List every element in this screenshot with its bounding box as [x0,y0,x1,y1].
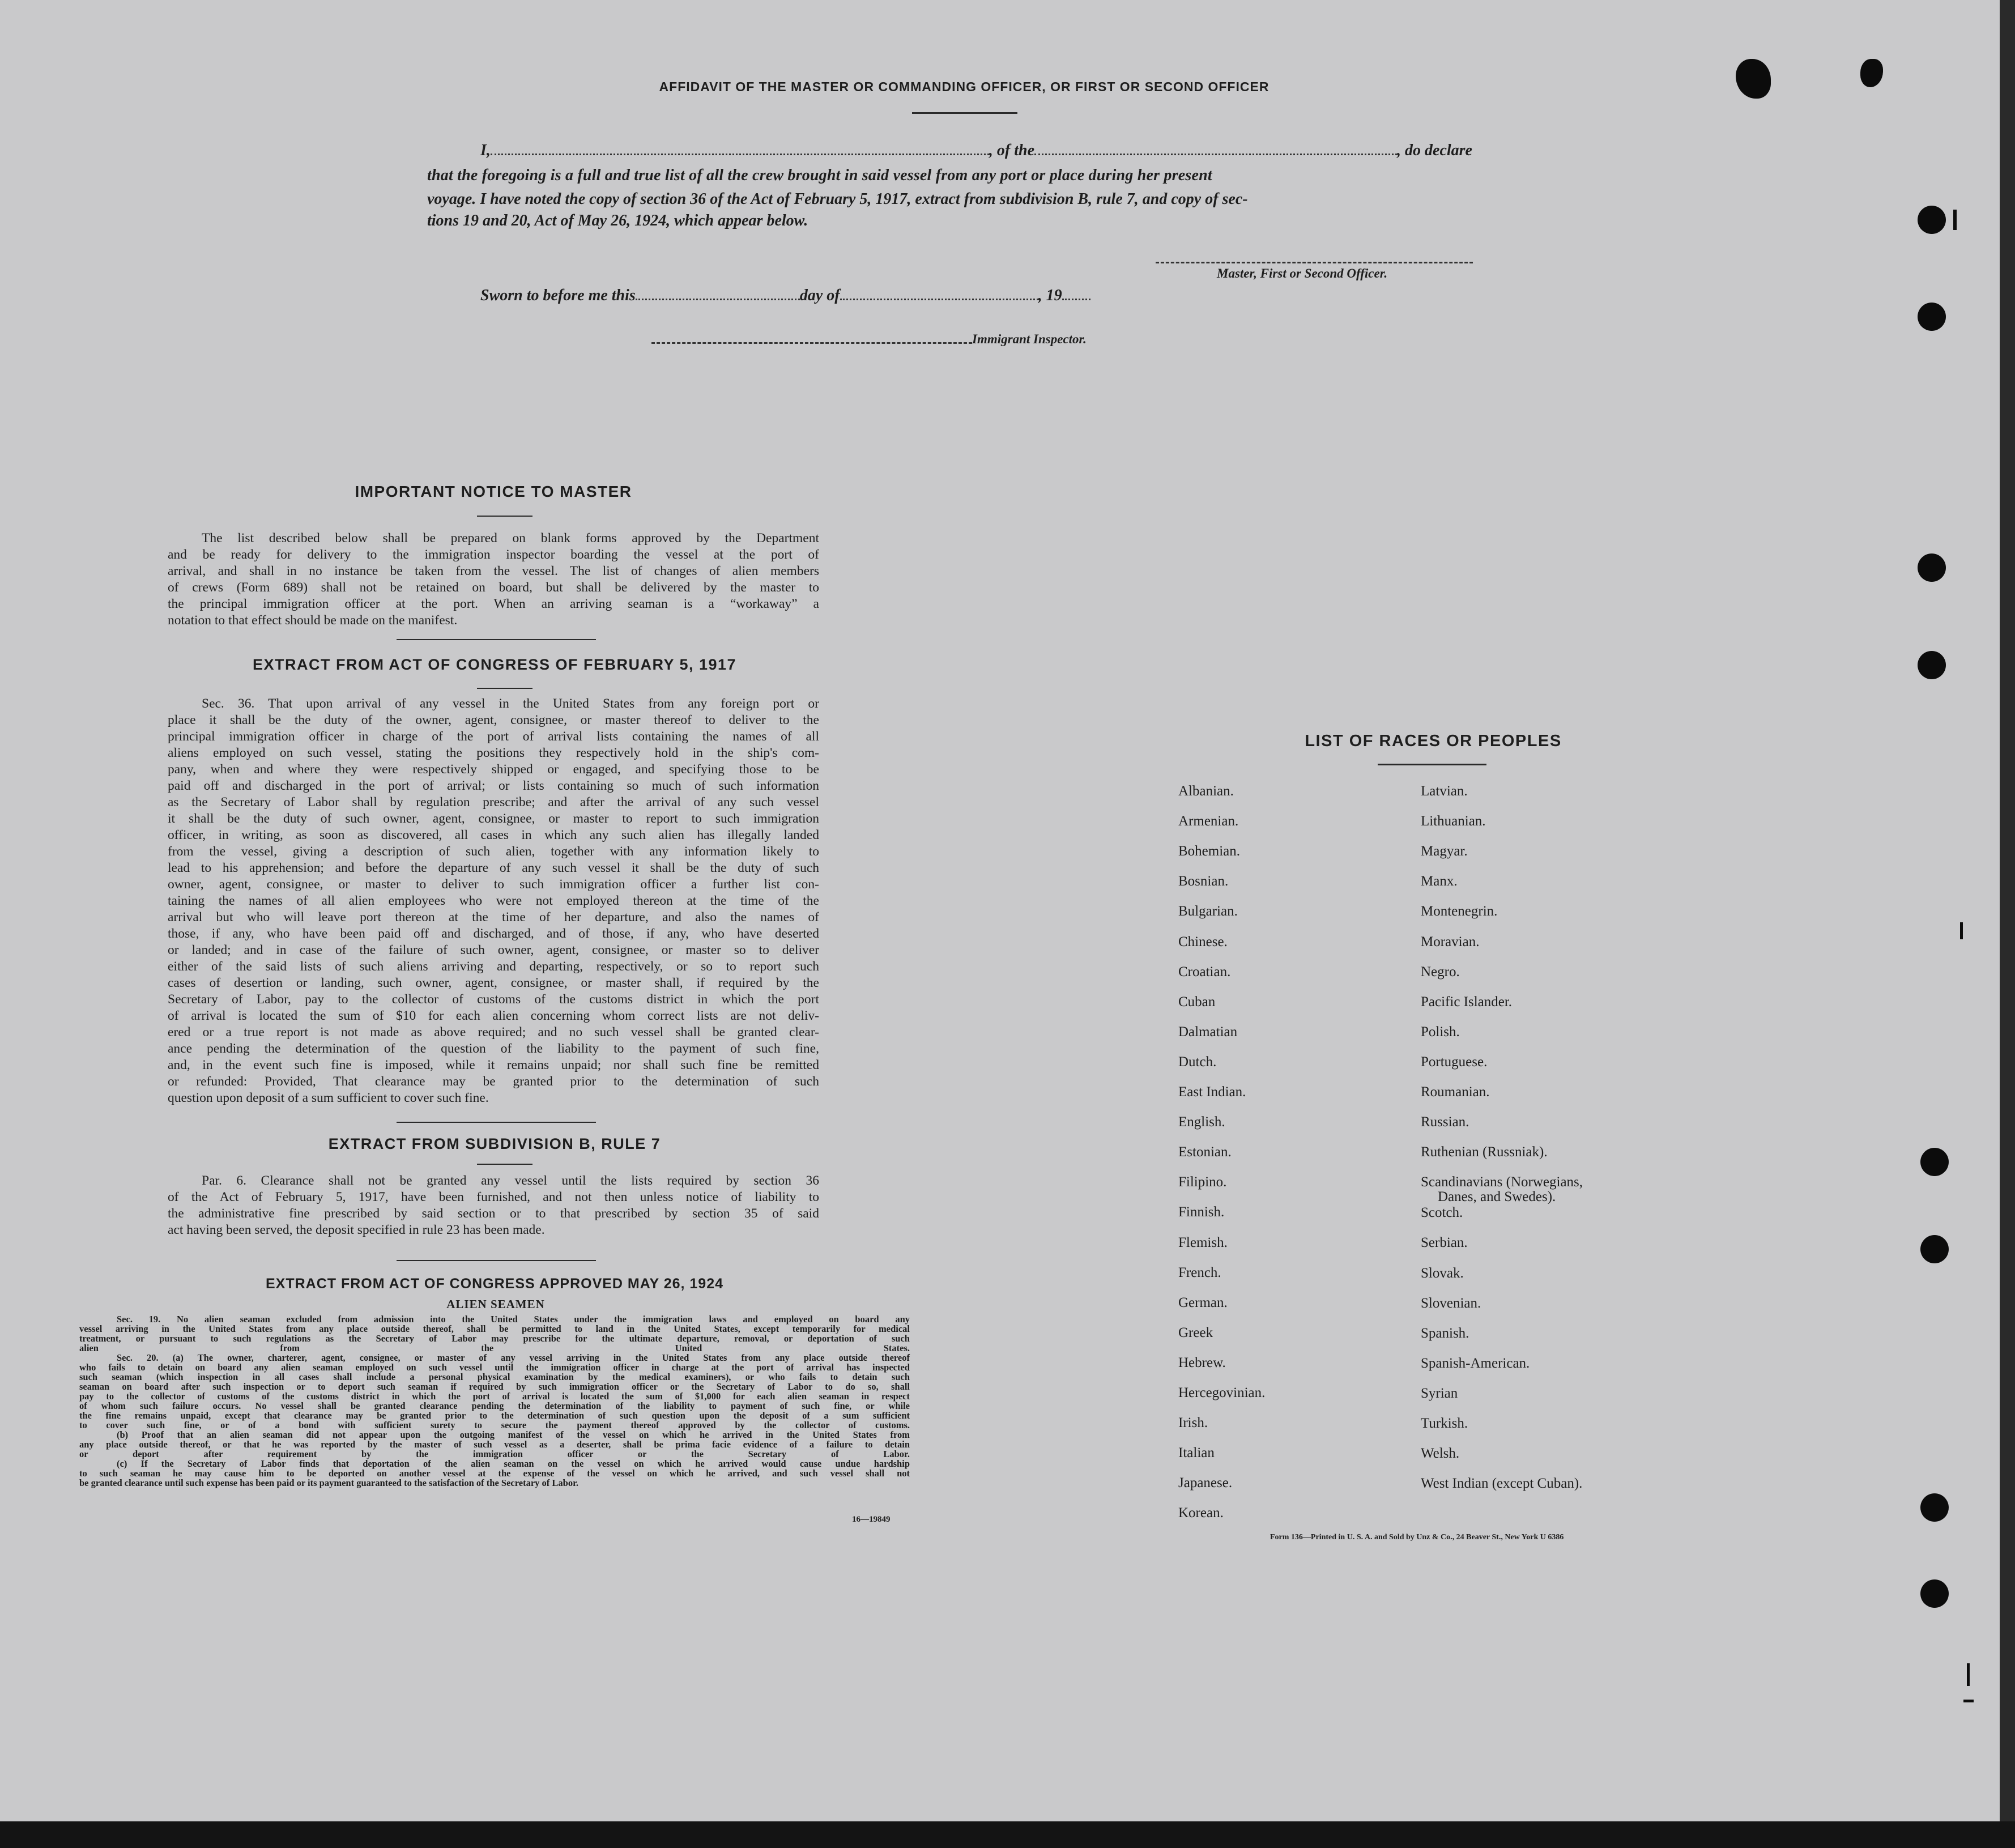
notice-line: the principal immigration officer at the port. When an arriving seaman is a “workaway” a [168,597,819,611]
race-item: Ruthenian (Russniak). [1421,1144,1548,1160]
race-item: Welsh. [1421,1446,1460,1462]
race-item: Irish. [1178,1415,1208,1431]
affidavit-of-the-label: , of the [989,142,1035,159]
race-item: Slovak. [1421,1265,1464,1281]
race-item: Bulgarian. [1178,904,1238,919]
extract-1924-line: who fails to detain on board any alien seaman employed on such vessel until the immigration officer in charge at the port of arrival has inspected [79,1362,910,1373]
race-item: Roumanian. [1421,1084,1490,1100]
extract-1924-heading: EXTRACT FROM ACT OF CONGRESS APPROVED MAY 26, 1924 [265,1276,724,1292]
extract-1924-line: the fine remains unpaid, except that clearance may be granted prior to the determination of such question upon the deposit of a sum sufficient [79,1410,910,1421]
inspector-signature-blank[interactable] [651,342,972,344]
race-item: Hebrew. [1178,1355,1226,1370]
binder-hole [1920,1493,1949,1522]
subdivision-b-heading: EXTRACT FROM SUBDIVISION B, RULE 7 [328,1135,661,1152]
extract-1917-line: those, if any, who have been paid off and discharged, and of those, if any, who have deserted [168,926,819,941]
race-item: Negro. [1421,964,1460,980]
extract-1924-line: vessel arriving in the United States from any place outside thereof, shall be permitted to land in the United States, except temporarily for medical [79,1323,910,1334]
race-item: Syrian [1421,1385,1458,1401]
race-item: Croatian. [1178,964,1231,980]
sworn-line [480,287,1090,305]
master-name-blank[interactable] [491,154,989,155]
extract-1917-line: owner, agent, consignee, or master to deliver to such immigration officer a further list con- [168,877,819,892]
race-item: Dalmatian [1178,1024,1238,1040]
extract-1917-line: principal immigration officer in charge of the port of arrival lists containing the names of all [168,729,819,744]
extract-1924-line: such seaman (which inspection in all cases shall include a personal physical examination by the medical examiners), or who fails to detain such [79,1372,910,1382]
extract-1917-line: ered or a true report is not made as above required; and no such vessel shall be granted clear- [168,1025,819,1040]
race-item: German. [1178,1295,1228,1310]
extract-1917-line: cases of desertion or landing, such owner, agent, consignee, or master shall, if required by the [168,976,819,990]
extract-1917-line: it shall be the duty of such owner, agent, consignee, or master to report to such immigration [168,811,819,826]
race-item: Spanish. [1421,1325,1469,1341]
extract-1924-body [79,1314,910,1488]
binder-hole [1920,1148,1949,1176]
race-item: French. [1178,1264,1221,1280]
extract-1924-line: to such seaman he may cause him to be deported on another vessel at the expense of the vessel on which he arrived, and such vessel shall not [79,1468,910,1479]
race-item: Dutch. [1178,1054,1217,1070]
extract-1924-line: (b) Proof that an alien seaman did not appear upon the outgoing manifest of the vessel on which he arrived in the United States from [117,1429,910,1440]
extract-1924-line: of whom such failure occurs. No vessel shall be granted clearance pending the determination of the liability to payment of such fine, or while [79,1400,910,1411]
binder-hole [1918,651,1946,679]
race-item: Finnish. [1178,1204,1225,1220]
sworn-year: , 19 [1038,287,1062,304]
race-item: Flemish. [1178,1234,1228,1250]
extract-1917-line: either of the said lists of such aliens arriving and departing, respectively, or so to report such [168,959,819,974]
extract-1924-line: be granted clearance until such expense has been paid or its payment guaranteed to the satisfaction of the Secretary of Labor. [79,1477,579,1488]
extract-1917-line: pany, when and where they were respectively shipped or engaged, and specifying those to be [168,762,819,777]
extract-1917-line: arrival but who will leave port thereon at the time of her departure, and also the names of [168,910,819,925]
race-item: Manx. [1421,874,1458,889]
sworn-prefix: Sworn to before me this [480,287,636,304]
binder-hole [1918,553,1946,582]
race-item: Hercegovinian. [1178,1385,1266,1400]
notice-line: and be ready for delivery to the immigration inspector boarding the vessel at the port of [168,547,819,562]
race-item: Magyar. [1421,844,1468,859]
vessel-name-blank[interactable] [1034,154,1397,155]
race-item: Armenian. [1178,814,1239,829]
subdivision-b-divider [397,1260,596,1261]
scan-mark [1960,922,1963,939]
binder-hole [1918,303,1946,331]
extract-1917-heading: EXTRACT FROM ACT OF CONGRESS OF FEBRUARY 5, 1917 [252,656,737,673]
race-item: Albanian. [1178,784,1234,799]
notice-line: of crews (Form 689) shall not be retained on board, but shall be delivered by the master to [168,580,819,595]
extract-1917-body [168,696,819,1106]
extract-1917-line: ance pending the determination of the question of the liability to the payment of such fine, [168,1041,819,1056]
sworn-year-blank[interactable] [1062,299,1090,300]
race-item: Serbian. [1421,1235,1468,1251]
subdivision-b-rule [477,1164,532,1165]
extract-1924-line: Sec. 20. (a) The owner, charterer, agent, consignee, or master of any vessel arriving in the United States from any place outside thereof [117,1352,910,1363]
notice-heading-rule [477,516,532,517]
ink-blot [1860,59,1883,87]
race-item: Slovenian. [1421,1295,1481,1311]
extract-1917-line: question upon deposit of a sum sufficient to cover such fine. [168,1091,489,1105]
affidavit-i-label: I, [480,142,491,159]
affidavit-heading: AFFIDAVIT OF THE MASTER OR COMMANDING OFFICER, OR FIRST OR SECOND OFFICER [659,79,1270,94]
race-item: English. [1178,1114,1225,1130]
extract-1917-line: of arrival is located the sum of $10 for each alien concerning whom correct lists are not deliv- [168,1008,819,1023]
extract-1917-divider [397,1122,596,1123]
binder-hole [1920,1235,1949,1263]
race-item: West Indian (except Cuban). [1421,1476,1583,1492]
race-item: Danes, and Swedes). [1438,1189,1556,1205]
sworn-day-of: day of [799,287,840,304]
race-item: Pacific Islander. [1421,994,1513,1010]
subdivision-b-line: of the Act of February 5, 1917, have been furnished, and not then unless notice of liability to [168,1190,819,1204]
notice-heading: IMPORTANT NOTICE TO MASTER [355,483,632,500]
extract-1924-line: seaman on board after such inspection or to deport such seaman if required by such immigration officer or the Secretary of Labor to do so, shall [79,1381,910,1392]
scan-frame-bottom [0,1821,2015,1848]
race-item: Spanish-American. [1421,1355,1530,1371]
race-item: Turkish. [1421,1416,1468,1431]
notice-body [168,530,819,629]
extract-1917-line: Sec. 36. That upon arrival of any vessel in the United States from any foreign port or [202,696,819,711]
extract-1917-line: paid off and discharged in the port of arrival; or lists containing so much of such information [168,778,819,793]
race-item: Moravian. [1421,934,1480,949]
ink-blot [1736,59,1771,99]
affidavit-line-3: voyage. I have noted the copy of section 36 of the Act of February 5, 1917, extract from subdivision B, rule 7, and copy of sec- [427,190,1248,208]
race-item: Russian. [1421,1114,1469,1130]
scan-mark [1953,210,1957,230]
notice-line: arrival, and shall in no instance be taken from the vessel. The list of changes of alien members [168,564,819,578]
extract-1917-line: place it shall be the duty of the owner, agent, consignee, or master thereof to deliver to the [168,713,819,727]
race-item: Latvian. [1421,784,1468,799]
subdivision-b-line: the administrative fine prescribed by said section or to that prescribed by section 35 of said [168,1206,819,1221]
race-item: Scandinavians (Norwegians, [1421,1174,1583,1190]
extract-1924-line: any place outside thereof, or that he was reported by the master of such vessel as a deserter, shall be prima facie evidence of a failure to detain [79,1439,910,1450]
extract-1917-line: aliens employed on such vessel, stating the positions they respectively hold in the ship's com- [168,746,819,760]
subdivision-b-line: Par. 6. Clearance shall not be granted any vessel until the lists required by section 36 [202,1173,819,1188]
extract-1924-line: Sec. 19. No alien seaman excluded from admission into the United States under the immigration laws and employed on board any [117,1314,910,1325]
race-item: Scotch. [1421,1205,1463,1221]
extract-1917-line: lead to his apprehension; and before the departure of any such vessel it shall be the duty of such [168,861,819,875]
subdivision-b-body [168,1173,819,1238]
extract-1924-line: or deport after requirement by the immigration officer or the Secretary of Labor. [79,1449,910,1459]
subdivision-b-line: act having been served, the deposit specified in rule 23 has been made. [168,1223,545,1237]
inspector-label: Immigrant Inspector. [972,332,1087,346]
binder-hole [1920,1579,1949,1608]
affidavit-line-4: tions 19 and 20, Act of May 26, 1924, which appear below. [427,212,808,229]
race-item: Montenegrin. [1421,904,1498,919]
extract-1924-line: treatment, or pursuant to such regulations as the Secretary of Labor may prescribe for the ultimate departure, removal, or deportation of such [79,1333,910,1344]
race-item: Bohemian. [1178,844,1241,859]
race-item: Lithuanian. [1421,814,1486,829]
notice-line: The list described below shall be prepared on blank forms approved by the Department [202,531,819,546]
extract-1924-line: to cover such fine, or of a bond with sufficient surety to secure the payment thereof approved by the collector of customs. [79,1420,910,1430]
race-item: Portuguese. [1421,1054,1488,1070]
affidavit-line-2: that the foregoing is a full and true list of all the crew brought in said vessel from any port or place during her present [427,167,1212,184]
affidavit-heading-rule [912,112,1017,114]
affidavit-declare-label: , do declare [1397,142,1472,159]
race-item: Estonian. [1178,1144,1232,1160]
extract-1917-rule [477,688,532,689]
extract-1917-line: and, in the event such fine is imposed, while it remains unpaid; nor shall such fine be remitted [168,1058,819,1072]
affidavit-declaration-line [480,142,1507,160]
master-signature-label: Master, First or Second Officer. [1217,266,1388,280]
race-item: East Indian. [1178,1084,1246,1100]
extract-1924-line: (c) If the Secretary of Labor finds that deportation of the alien seaman on the vessel on which he arrived would cause undue hardship [117,1458,910,1469]
race-item: Polish. [1421,1024,1460,1040]
races-heading-rule [1378,764,1486,765]
race-item: Korean. [1178,1505,1224,1521]
race-item: Italian [1178,1445,1215,1461]
race-item: Chinese. [1178,934,1228,949]
extract-1917-line: as the Secretary of Labor shall by regulation prescribe; and after the arrival of any such vessel [168,795,819,810]
extract-1917-line: officer, in writing, as soon as discovered, all cases in which any such alien has illegally landed [168,828,819,842]
race-item: Filipino. [1178,1174,1227,1190]
race-item: Bosnian. [1178,874,1229,889]
notice-line: notation to that effect should be made on the manifest. [168,613,458,628]
master-signature-blank[interactable] [1156,262,1473,263]
sworn-month-blank[interactable] [840,299,1038,300]
race-item: Greek [1178,1325,1213,1340]
race-item: Japanese. [1178,1475,1233,1491]
races-heading: LIST OF RACES OR PEOPLES [1305,732,1562,750]
form-footer: Form 136—Printed in U. S. A. and Sold by Unz & Co., 24 Beaver St., New York U 6386 [1270,1533,1564,1542]
extract-1924-line: alien from the United States. [79,1343,910,1353]
extract-1924-line: pay to the collector of customs of the customs district in which the port of arrival is located the sum of $1,000 for each alien seaman in respect [79,1391,910,1402]
extract-1924-subheading: ALIEN SEAMEN [446,1297,545,1311]
scan-mark [1967,1663,1970,1686]
extract-1917-line: from the vessel, giving a description of such alien, together with any information likely to [168,844,819,859]
print-code: 16—19849 [852,1515,891,1524]
scan-mark [1963,1700,1974,1702]
race-item: Cuban [1178,994,1216,1010]
binder-hole [1918,206,1946,234]
extract-1917-line: or landed; and in case of the failure of such owner, agent, consignee, or master so to deliver [168,943,819,957]
extract-1917-line: taining the names of all alien employees who were not employed thereon at the time of the [168,893,819,908]
notice-divider [397,639,596,640]
extract-1917-line: or refunded: Provided, That clearance may be granted prior to the determination of such [168,1074,819,1089]
scan-frame-right [2000,0,2015,1848]
extract-1917-line: Secretary of Labor, pay to the collector of customs of the customs district in which the port [168,992,819,1007]
sworn-day-blank[interactable] [636,299,800,300]
